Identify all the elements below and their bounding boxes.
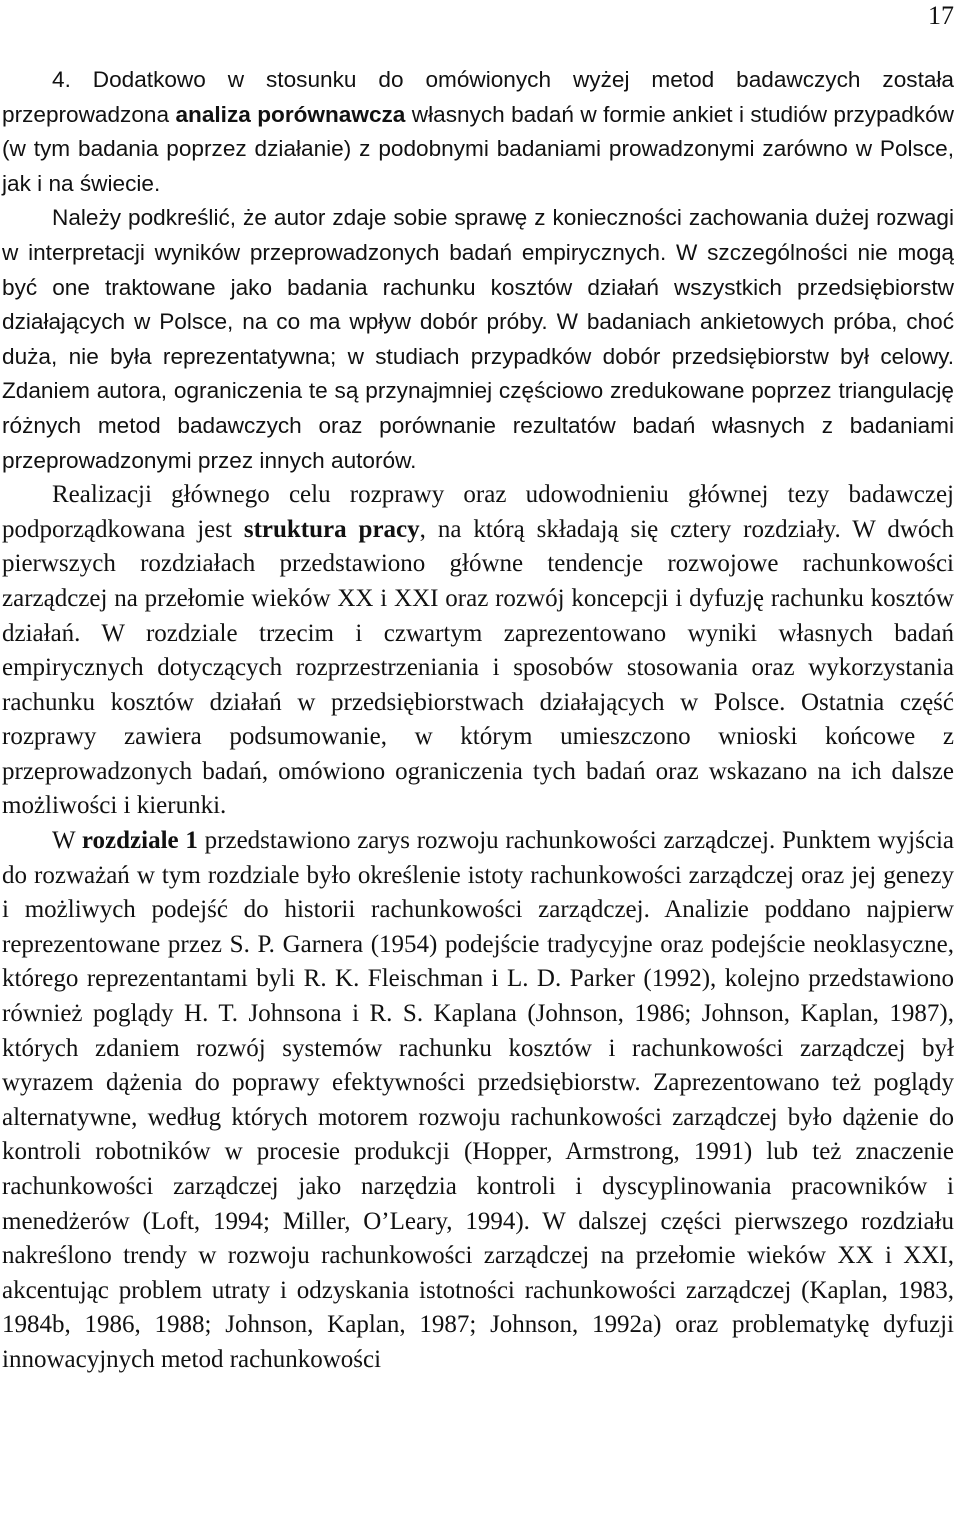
paragraph-text: W [52,827,82,855]
paragraph-comparative-analysis [2,63,954,201]
bold-phrase-struktura-pracy: struktura pracy [243,515,420,543]
page-number: 17 [928,1,954,30]
body-text [2,63,954,1378]
bold-phrase-rozdziale-1: rozdziale 1 [81,827,198,855]
paragraph-text: przedstawiono zarys rozwoju rachunkowości zarządczej. Punktem wyjścia do rozważań w tym rozdziale było określenie istoty rachunkowości zarządczej oraz jej genezy i możliwych podejść do historii rachunkowości zarządczej. Analizie poddano najpierw reprezentowane przez S. P. Garnera (1954) podejście tradycyjne oraz podejście neoklasyczne, którego reprezentantami byli R. K. Fleischman i L. D. Parker (1992), kolejno przedstawiono również poglądy H. T. Johnsona i R. S. Kaplana (Johnson, 1986; Johnson, Kaplan, 1987), których zdaniem rozwój systemów rachunku kosztów i rachunkowości zarządczej był wyrazem dążenia do poprawy efektywności przedsiębiorstw. Zaprezentowano też poglądy alternatywne, według których motorem rozwoju rachunkowości zarządczej było dążenie do kontroli robotników w procesie produkcji (Hopper, Armstrong, 1991) lub też znaczenie rachunkowości zarządczej jako narzędzia kontroli i dyscyplinowania pracowników i menedżerów (Loft, 1994; Miller, O’Leary, 1994). W dalszej części pierwszego rozdziału nakreślono trendy w rozwoju rachunkowości zarządczej na przełomie wieków XX i XXI, akcentując problem utraty i odzyskania istotności rachunkowości zarządczej (Kaplan, 1983, 1984b, 1986, 1988; Johnson, Kaplan, 1987; Johnson, 1992a) oraz problematykę dyfuzji innowacyjnych metod rachunkowości [2,827,954,1373]
paragraph-limitations [2,201,954,478]
paragraph-text: Należy podkreślić, że autor zdaje sobie sprawę z konieczności zachowania dużej rozwagi w interpretacji wyników przeprowadzonych badań empirycznych. W szczególności nie mogą być one traktowane jako badania rachunku kosztów działań wszystkich przedsiębiorstw działających w Polsce, na co ma wpływ dobór próby. W badaniach ankietowych próba, choć duża, nie była reprezentatywna; w studiach przypadków dobór przedsiębiorstw był celowy. Zdaniem autora, ograniczenia te są przynajmniej częściowo zredukowane poprzez triangulację różnych metod badawczych oraz porównanie rezultatów badań własnych z badaniami przeprowadzonymi przez innych autorów. [2,205,954,473]
paragraph-text: Realizacji głównego celu rozprawy oraz udowodnieniu głównej tezy badawczej podporządkowana jest [2,481,954,543]
paragraph-text: , na którą składają się cztery rozdziały. W dwóch pierwszych rozdziałach przedstawiono główne tendencje rozwojowe rachunkowości zarządczej na przełomie wieków XX i XXI oraz rozwój koncepcji i dyfuzję rachunku kosztów działań. W rozdziale trzecim i czwartym zaprezentowano wyniki własnych badań empirycznych dotyczących rozprzestrzeniania i sposobów stosowania oraz wykorzystania rachunku kosztów działań w przedsiębiorstwach działających w Polsce. Ostatnia część rozprawy zawiera podsumowanie, w którym umieszczono wnioski końcowe z przeprowadzonych badań, omówiono ograniczenia tych badań oraz wskazano na ich dalsze możliwości i kierunki. [2,515,954,820]
bold-phrase-analiza-porownawcza: analiza porównawcza [175,101,406,127]
paragraph-structure [2,478,954,824]
paragraph-chapter-1 [2,824,954,1378]
paragraph-text: 4. Dodatkowo w stosunku do omówionych wyżej metod badawczych została przeprowadzona [2,67,954,127]
paragraph-text: własnych badań w formie ankiet i studiów przypadków (w tym badania poprzez działanie) z podobnymi badaniami prowadzonymi zarówno w Polsce, jak i na świecie. [2,101,954,196]
